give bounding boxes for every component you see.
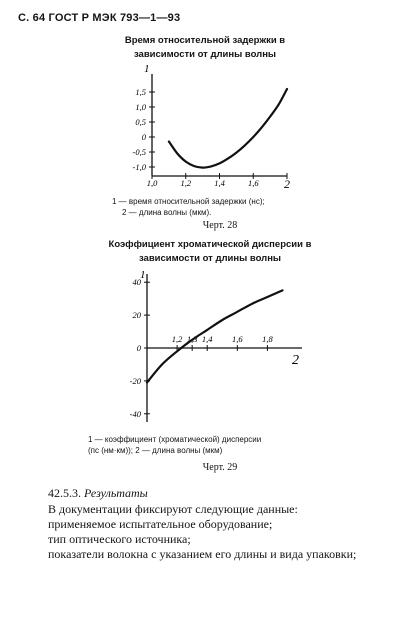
c28-x-tick-label: 1,4 <box>214 178 225 188</box>
c28-x-tick-label: 2 <box>284 177 290 191</box>
figure28-caption-line1: 1 — время относительной задержки (нс); <box>112 197 265 206</box>
c28-x-tick-label: 1,6 <box>247 178 259 188</box>
c28-y-axis-label: 1 <box>144 63 150 75</box>
c28-x-tick-label: 1,0 <box>146 178 158 188</box>
figure28-number: Черт. 28 <box>202 220 238 231</box>
figure28-caption <box>112 196 352 218</box>
c29-x-tick-label: 1,2 <box>171 334 183 344</box>
figure29-title <box>75 238 345 266</box>
c28-y-tick-label: 1,0 <box>135 102 146 112</box>
c29-x-tick-label: 1,4 <box>201 334 213 344</box>
figure29-number: Черт. 29 <box>202 462 238 473</box>
c29-y-tick-label: 0 <box>136 343 141 353</box>
section-title: Результаты <box>84 486 148 500</box>
section-number: 42.5.3. <box>48 486 81 500</box>
c29-x-tick-label: 1,8 <box>262 334 273 344</box>
c29-y-tick-label: -40 <box>129 408 141 419</box>
c29-y-tick-label: 40 <box>132 277 141 288</box>
figure29-title-line2: зависимости от длины волны <box>138 253 282 264</box>
c28-y-tick-label: 0 <box>141 132 146 142</box>
section-body <box>48 502 408 562</box>
figure29-caption-line1: 1 — коэффициент (хроматической) дисперсии <box>88 435 262 444</box>
page-header: С. 64 ГОСТ Р МЭК 793—1—93 <box>18 12 181 24</box>
c28-y-tick-label: 1,5 <box>135 87 146 97</box>
body-line-4: показатели волокна с указанием его длины и вида упаковки; <box>48 547 357 561</box>
c29-y-tick-label: -20 <box>129 375 141 386</box>
chart-28 <box>133 63 290 191</box>
c28-x-tick-label: 1,2 <box>180 178 192 188</box>
figure29-caption <box>88 434 348 456</box>
figure29-caption-line2: (пс (нм·км)); 2 — длина волны (мкм) <box>88 446 223 455</box>
figure28-title-line2: зависимости от длины волны <box>133 49 277 60</box>
c29-x-axis-label: 2 <box>292 353 299 368</box>
figure28-title-line1: Время относительной задержки в <box>124 35 286 46</box>
c29-y-tick-label: 20 <box>132 310 141 321</box>
c28-y-tick-label: -1,0 <box>132 162 146 172</box>
c29-x-tick-label: 1,3 <box>186 334 198 344</box>
body-line-1: В документации фиксируют следующие данные: <box>48 502 298 516</box>
c28-series-line <box>169 89 287 168</box>
c28-y-tick-label: -0,5 <box>132 147 146 157</box>
body-line-3: тип оптического источника; <box>48 532 191 546</box>
c29-x-tick-label: 1,6 <box>232 334 243 344</box>
chart-29 <box>130 269 302 422</box>
section-heading <box>48 486 148 501</box>
figure28-caption-line2: 2 — длина волны (мкм). <box>122 208 212 217</box>
body-line-2: применяемое испытательное оборудование; <box>48 517 273 531</box>
c28-y-tick-label: 0,5 <box>135 117 146 127</box>
figure29-title-line1: Коэффициент хроматической дисперсии в <box>108 239 312 250</box>
c29-y-axis-label: 1 <box>140 269 146 281</box>
